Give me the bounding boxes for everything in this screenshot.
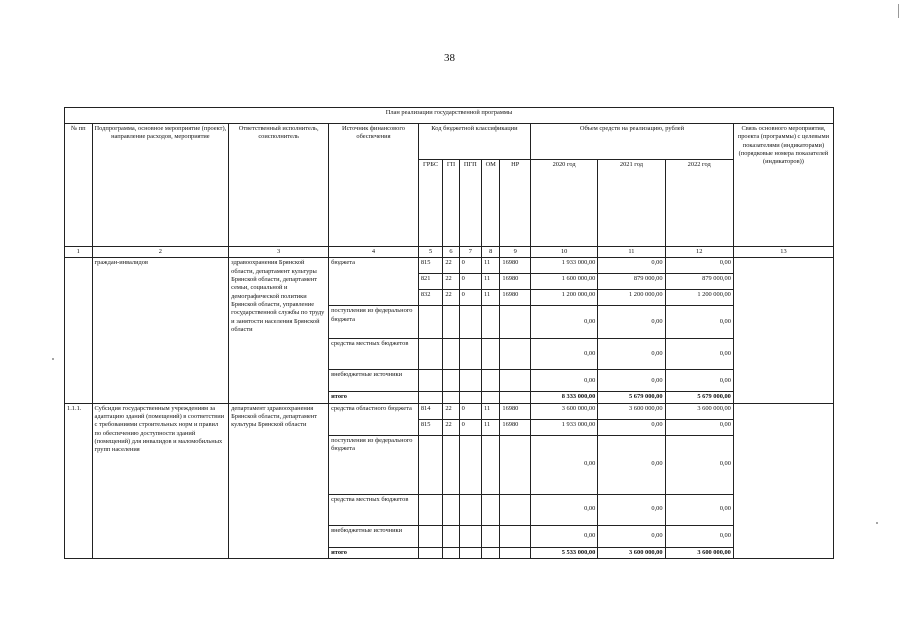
cell-2020: 0,00 (530, 525, 597, 547)
row-number: 1.1.1. (65, 403, 93, 558)
cell-2021: 1 200 000,00 (598, 290, 665, 306)
column-number: 8 (482, 247, 500, 258)
cell-pgp: 0 (459, 419, 481, 435)
column-number: 9 (500, 247, 531, 258)
cell-pgp: 0 (459, 258, 481, 274)
cell-om: 11 (482, 258, 500, 274)
total-2022: 5 679 000,00 (665, 392, 733, 403)
cell-2021: 0,00 (598, 419, 665, 435)
page-number: 38 (444, 52, 455, 64)
header-num: № пп (65, 124, 93, 247)
cell-2022: 0,00 (665, 370, 733, 392)
cell-2021: 879 000,00 (598, 274, 665, 290)
cell-2020: 1 600 000,00 (530, 274, 597, 290)
cell-np: 16980 (500, 258, 531, 274)
cell-gp: 22 (443, 290, 459, 306)
header-responsible: Ответственный исполнитель, соисполнитель (229, 124, 329, 247)
header-subprogram: Подпрограмма, основное мероприятие (проект), направление расходов, мероприятие (92, 124, 229, 247)
cell-2022: 0,00 (665, 258, 733, 274)
cell-gp: 22 (443, 403, 459, 419)
cell-2022: 0,00 (665, 419, 733, 435)
column-number: 13 (733, 247, 833, 258)
cell-grbs: 815 (418, 419, 442, 435)
total-2021: 5 679 000,00 (598, 392, 665, 403)
scan-mark (898, 4, 899, 18)
source-extrabudgetary: внебюджетные источники (329, 370, 419, 392)
cell-2020: 3 600 000,00 (530, 403, 597, 419)
cell-gp: 22 (443, 258, 459, 274)
cell-grbs: 821 (418, 274, 442, 290)
cell-grbs: 814 (418, 403, 442, 419)
cell-2022: 0,00 (665, 306, 733, 339)
header-pgp: ПГП (459, 160, 481, 247)
header-om: ОМ (482, 160, 500, 247)
header-budget-code: Код бюджетной классификации (418, 124, 530, 160)
scan-speck (52, 358, 54, 360)
column-number: 6 (443, 247, 459, 258)
cell-om: 11 (482, 274, 500, 290)
column-number: 1 (65, 247, 93, 258)
header-link: Связь основного мероприятия, проекта (программы) с целевыми показателями (индикаторами) (порядковые номера показателей (индикаторов)) (733, 124, 833, 247)
column-number: 2 (92, 247, 229, 258)
cell-2020: 0,00 (530, 494, 597, 525)
cell-link (733, 403, 833, 558)
cell-2020: 0,00 (530, 370, 597, 392)
table-title: План реализации государственной программы (65, 108, 834, 124)
cell-np: 16980 (500, 274, 531, 290)
column-number-row (65, 247, 834, 258)
cell-pgp: 0 (459, 290, 481, 306)
cell-2021: 0,00 (598, 494, 665, 525)
total-2020: 5 533 000,00 (530, 547, 597, 558)
header-grbs: ГРБС (418, 160, 442, 247)
source-extrabudgetary: внебюджетные источники (329, 525, 419, 547)
cell-2021: 0,00 (598, 370, 665, 392)
cell-2020: 1 200 000,00 (530, 290, 597, 306)
column-number: 11 (598, 247, 665, 258)
column-number: 10 (530, 247, 597, 258)
cell-2021: 0,00 (598, 306, 665, 339)
cell-2021: 0,00 (598, 339, 665, 370)
total-label: итого (329, 392, 419, 403)
responsible-executor: здравоохранения Брянской области, департамент культуры Брянской области, департамент семьи, социальной и демографической политики Брянской области, управление государственной службы по труду и занятости населения Брянской области (229, 258, 329, 403)
cell-2020: 0,00 (530, 306, 597, 339)
cell-2020: 0,00 (530, 435, 597, 494)
header-2020: 2020 год (530, 160, 597, 247)
cell-2020: 1 933 000,00 (530, 419, 597, 435)
cell-grbs: 815 (418, 258, 442, 274)
table-row (65, 403, 834, 419)
cell-link (733, 258, 833, 403)
total-2021: 3 600 000,00 (598, 547, 665, 558)
total-label: итого (329, 547, 419, 558)
implementation-plan-table (64, 107, 834, 559)
column-number: 12 (665, 247, 733, 258)
cell-grbs: 832 (418, 290, 442, 306)
cell-om: 11 (482, 290, 500, 306)
cell-2022: 3 600 000,00 (665, 403, 733, 419)
column-number: 4 (329, 247, 419, 258)
source-local: средства местных бюджетов (329, 339, 419, 370)
cell-2022: 879 000,00 (665, 274, 733, 290)
cell-2021: 0,00 (598, 435, 665, 494)
activity-name: граждан-инвалидов (92, 258, 229, 403)
cell-gp: 22 (443, 274, 459, 290)
header-sources: Источник финансового обеспечения (329, 124, 419, 247)
total-2022: 3 600 000,00 (665, 547, 733, 558)
header-2022: 2022 год (665, 160, 733, 247)
cell-np: 16980 (500, 290, 531, 306)
cell-2021: 0,00 (598, 258, 665, 274)
header-2021: 2021 год (598, 160, 665, 247)
source-regional: средства областного бюджета (329, 403, 419, 435)
cell-om: 11 (482, 419, 500, 435)
header-funds: Объем средств на реализацию, рублей (530, 124, 733, 160)
table-row (65, 258, 834, 274)
responsible-executor: департамент здравоохранения Брянской области, департамент культуры Брянской области (229, 403, 329, 558)
column-number: 5 (418, 247, 442, 258)
cell-gp: 22 (443, 419, 459, 435)
cell-2021: 3 600 000,00 (598, 403, 665, 419)
activity-name: Субсидия государственным учреждениям за адаптацию зданий (помещений) в соответствии с требованиями строительных норм и правил по обеспечению доступности зданий (помещений) для инвалидов и маломобильных групп населения (92, 403, 229, 558)
header-row (65, 124, 834, 160)
total-2020: 8 333 000,00 (530, 392, 597, 403)
cell-2022: 0,00 (665, 525, 733, 547)
cell-2022: 0,00 (665, 435, 733, 494)
column-number: 7 (459, 247, 481, 258)
table-title-row (65, 108, 834, 124)
source-federal: поступления из федерального бюджета (329, 306, 419, 339)
cell-om: 11 (482, 403, 500, 419)
cell-np: 16980 (500, 403, 531, 419)
cell-2021: 0,00 (598, 525, 665, 547)
row-number (65, 258, 93, 403)
cell-pgp: 0 (459, 403, 481, 419)
cell-2022: 0,00 (665, 494, 733, 525)
source-local: средства местных бюджетов (329, 494, 419, 525)
cell-2020: 0,00 (530, 339, 597, 370)
source-regional: бюджета (329, 258, 419, 306)
header-gp: ГП (443, 160, 459, 247)
scan-speck (876, 522, 878, 524)
header-np: НР (500, 160, 531, 247)
cell-2022: 1 200 000,00 (665, 290, 733, 306)
cell-pgp: 0 (459, 274, 481, 290)
column-number: 3 (229, 247, 329, 258)
cell-2020: 1 933 000,00 (530, 258, 597, 274)
source-federal: поступления из федерального бюджета (329, 435, 419, 494)
cell-np: 16980 (500, 419, 531, 435)
cell-2022: 0,00 (665, 339, 733, 370)
